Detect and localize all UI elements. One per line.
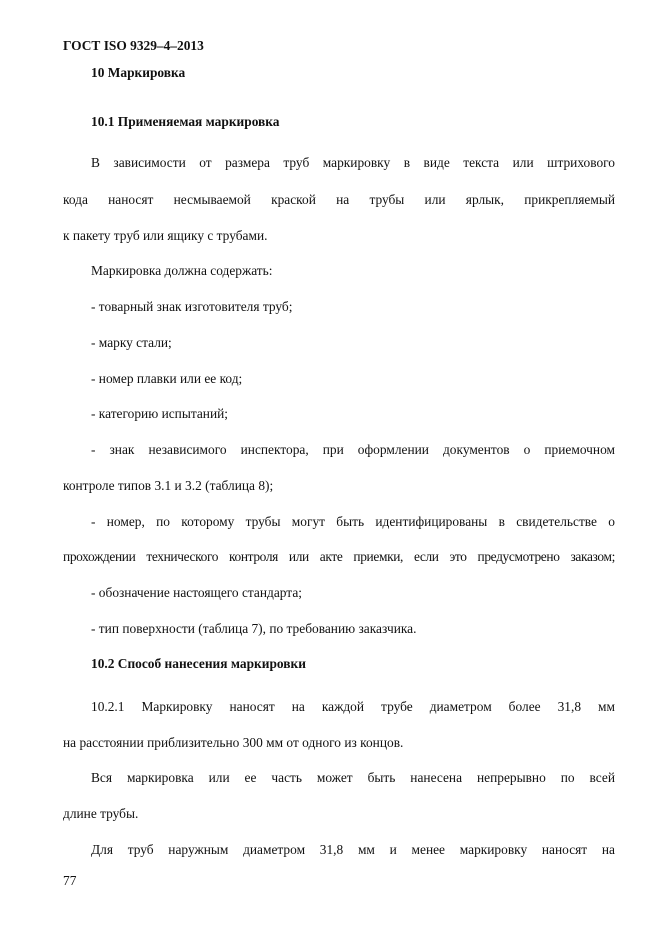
- list-item: - обозначение настоящего стандарта;: [91, 585, 302, 600]
- list-item: - номер, по которому трубы могут быть идентифицированы в свидетельстве о: [91, 514, 615, 529]
- list-item: - номер плавки или ее код;: [91, 371, 243, 386]
- section-title: 10 Маркировка: [91, 65, 186, 80]
- paragraph-line: Вся маркировка или ее часть может быть нанесена непрерывно по всей: [91, 770, 615, 785]
- standard-header: ГОСТ ISO 9329–4–2013: [63, 38, 204, 53]
- paragraph-line: В зависимости от размера труб маркировку в виде текста или штрихового: [91, 155, 615, 170]
- list-item-continuation: контроле типов 3.1 и 3.2 (таблица 8);: [63, 478, 274, 493]
- page-number: 77: [63, 873, 77, 888]
- paragraph-line: длине трубы.: [63, 806, 139, 821]
- subsection-title-10-1: 10.1 Применяемая маркировка: [91, 114, 280, 129]
- subsection-title-10-2: 10.2 Способ нанесения маркировки: [91, 656, 306, 671]
- list-item-continuation: прохождении технического контроля или акте приемки, если это предусмотрено заказом;: [63, 549, 615, 564]
- list-intro: Маркировка должна содержать:: [91, 263, 273, 278]
- paragraph-line: Для труб наружным диаметром 31,8 мм и менее маркировку наносят на: [91, 842, 615, 857]
- list-item: - марку стали;: [91, 335, 172, 350]
- paragraph-line: к пакету труб или ящику с трубами.: [63, 228, 268, 243]
- list-item: - категорию испытаний;: [91, 406, 229, 421]
- paragraph-line: на расстоянии приблизительно 300 мм от одного из концов.: [63, 735, 404, 750]
- list-item: - знак независимого инспектора, при оформлении документов о приемочном: [91, 442, 615, 457]
- paragraph-line: 10.2.1 Маркировку наносят на каждой трубе диаметром более 31,8 мм: [91, 699, 615, 714]
- list-item: - тип поверхности (таблица 7), по требованию заказчика.: [91, 621, 417, 636]
- paragraph-line: кода наносят несмываемой краской на трубы или ярлык, прикрепляемый: [63, 192, 615, 207]
- list-item: - товарный знак изготовителя труб;: [91, 299, 293, 314]
